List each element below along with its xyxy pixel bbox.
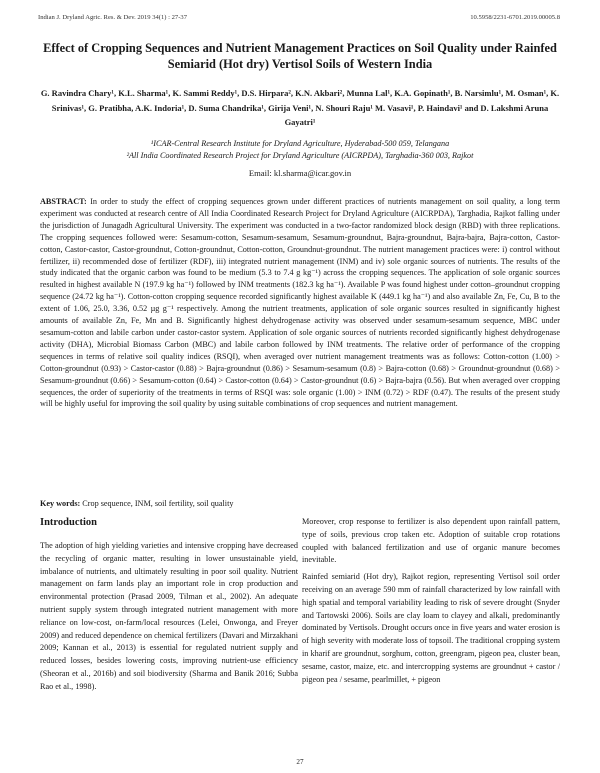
section-heading-introduction: Introduction [40, 517, 97, 528]
keywords-label: Key words: [40, 499, 81, 508]
abstract-label: ABSTRACT: [40, 197, 87, 206]
keywords-text: Crop sequence, INM, soil fertility, soil quality [82, 499, 234, 508]
contact-email: Email: kl.sharma@icar.gov.in [248, 168, 352, 178]
affiliation-1: ¹ICAR-Central Research Institute for Dryland Agriculture, Hyderabad-500 059, Telangana [150, 139, 450, 148]
abstract [40, 196, 560, 410]
page-number: 27 [296, 758, 304, 766]
doi-header: 10.5958/2231-6701.2019.00005.8 [470, 14, 560, 21]
keywords [40, 498, 560, 510]
journal-header: Indian J. Dryland Agric. Res. & Dev. 2019 34(1) : 27-37 [38, 14, 188, 21]
intro-paragraph-1: The adoption of high yielding varieties and intensive cropping have decreased the recycling of organic matter, resulting in lower unsustainable yield, imbalance of nutrients, and ultimately resulting in poor soil quality. Nutrient management on farm lands play an important role in crop production and environmental protection (Prasad 2009, Tilman et al., 2002). An adequate nutrient supply system through integrated nutrient management with more reliance on low-cost, on-farm/local resources (Lelei, Onwonga, and Freyer 2009) and reduced dependence on chemical fertilizers (Davari and Mirzakhani 2009; Kannan et al., 2013) is essential for regulated nutrient supply and reduced losses, besides lowering costs, improving nutrient-use efficiency (Sheoran et al., 2016b) and soil biodiversity (Sharma and Banik 2016; Subba Rao et al., 1998). [40, 541, 298, 691]
intro-paragraph-3: Rainfed semiarid (Hot dry), Rajkot region, representing Vertisol soil order receiving on an average 590 mm of rainfall characterized by low rainfall with high spatial and temporal variability leading to risk of severe drought (Snyder and Tartowski 2006). Soils are clay loam to clayey and alkali, predominantly dominated by Vertisols. Drought occurs once in five years and water erosion is of high severity with moderate loss of topsoil. The traditional cropping system in kharif are groundnut, sorghum, cotton, greengram, pigeon pea, cluster bean, sesame, castor, maize, etc. and intercropping systems are groundnut + castor / pigeon pea / sesame, pearlmillet, + pigeon [302, 572, 560, 684]
intro-paragraph-2: Moreover, crop response to fertilizer is also dependent upon rainfall pattern, type of soils, previous crop taken etc. Adoption of suitable crop rotations coupled with balanced fertilization and use of organic manure becomes inevitable. [302, 517, 560, 565]
affiliation-2: ²All India Coordinated Research Project for Dryland Agriculture (AICRPDA), Targhadia-360 003, Rajkot [126, 151, 474, 160]
body-column-right [302, 516, 560, 690]
affiliations [40, 138, 560, 162]
author-list: G. Ravindra Chary¹, K.L. Sharma¹, K. Sammi Reddy¹, D.S. Hirpara², K.N. Akbari², Munna Lal¹, K.A. Gopinath¹, B. Narsimlu¹, M. Osman¹, K. Srinivas¹, G. Pratibha, A.K. Indoria¹, D. Suma Chandrika¹, Girija Veni¹, N. Shouri Raju¹ M. Vasavi¹, P. Haindavi¹ and D. Lakshmi Aruna Gayatri¹ [40, 88, 560, 127]
body-column-left [40, 516, 298, 698]
paper-title: Effect of Cropping Sequences and Nutrient Management Practices on Soil Quality under Rainfed Semiarid (Hot dry) Vertisol Soils of Western India [43, 41, 557, 71]
abstract-text: In order to study the effect of cropping sequences grown under different practices of nutrients management on soil quality, a long term experiment was conducted at research centre of All India Coordinated Research Project for Dryland Agriculture (AICRPDA), Targhadia, Rajkot falling under the jurisdiction of Junagadh Agricultural University. The experiment was conducted in a two-factor randomized block design (RBD) with three replications. The cropping sequences followed were: Sesamum-cotton, Sesamum-sesamum, Sesamum-groundnut, Bajra-groundnut, Bajra-bajra, Bajra-cotton, Castor-cotton, Castor-castor, Castor-groundnut, Cotton-groundnut, Cotton-cotton, Groundnut-groundnut. The nutrient management practices were: i) control without fertilizer, ii) recommended dose of fertilizer (RDF), iii) integrated nutrient management (INM) and iv) sole organic sources of nutrients. The results of the study indicated that the organic carbon was found to be medium (5.3 to 7.4 g kg⁻¹) across the cropping sequences. The application of sole organic sources resulted in highest available N (197.9 kg ha⁻¹) followed by INM treatments (182.3 kg ha⁻¹). Available P was found highest under cotton–groundnut cropping sequence (24.72 kg ha⁻¹). Cotton-cotton cropping sequence recorded significantly highest available K (449.1 kg ha⁻¹) and also available Zn, Fe, Cu, B to the extent of 1.06, 25.0, 3.36, 0.52 µg g⁻¹ respectively. Among the nutrient treatments, application of sole organic sources resulted in significantly highest amounts of available Zn, Fe, Mn and B. Significantly highest dehydrogenase activity was observed under sesamum-sesamum sequence, MBC under sesamum-cotton and labile carbon under castor-castor system. Application of sole organic sources of nutrients recorded significantly highest dehydrogenase activity (DHA), Microbial Biomass Carbon (MBC) and labile carbon followed by INM treatments. The relative order of performance of the cropping sequences in terms of relative soil quality indices (RSQI), when averaged over nutrient management treatments was as follows: Cotton-cotton (1.00) > Cotton-groundnut (0.93) > Castor-castor (0.88) > Bajra-groundnut (0.86) > Sesamum-sesamum (0.8) > Bajra-cotton (0.68) > Groundnut-groundnut (0.68) > Sesamum-groundnut (0.66) > Sesamum-cotton (0.64) > Castor-cotton (0.64) > Castor-groundnut (0.6) > Bajra-bajra (0.56). But when averaged over cropping sequences, the order of superiority of the treatments in terms of RSQI was: sole organic (1.00) > INM (0.72) > RDF (0.47). The results of the present study will be highly useful for improving the soil quality by using suitable combinations of crop sequences and nutrient management. [40, 197, 561, 409]
